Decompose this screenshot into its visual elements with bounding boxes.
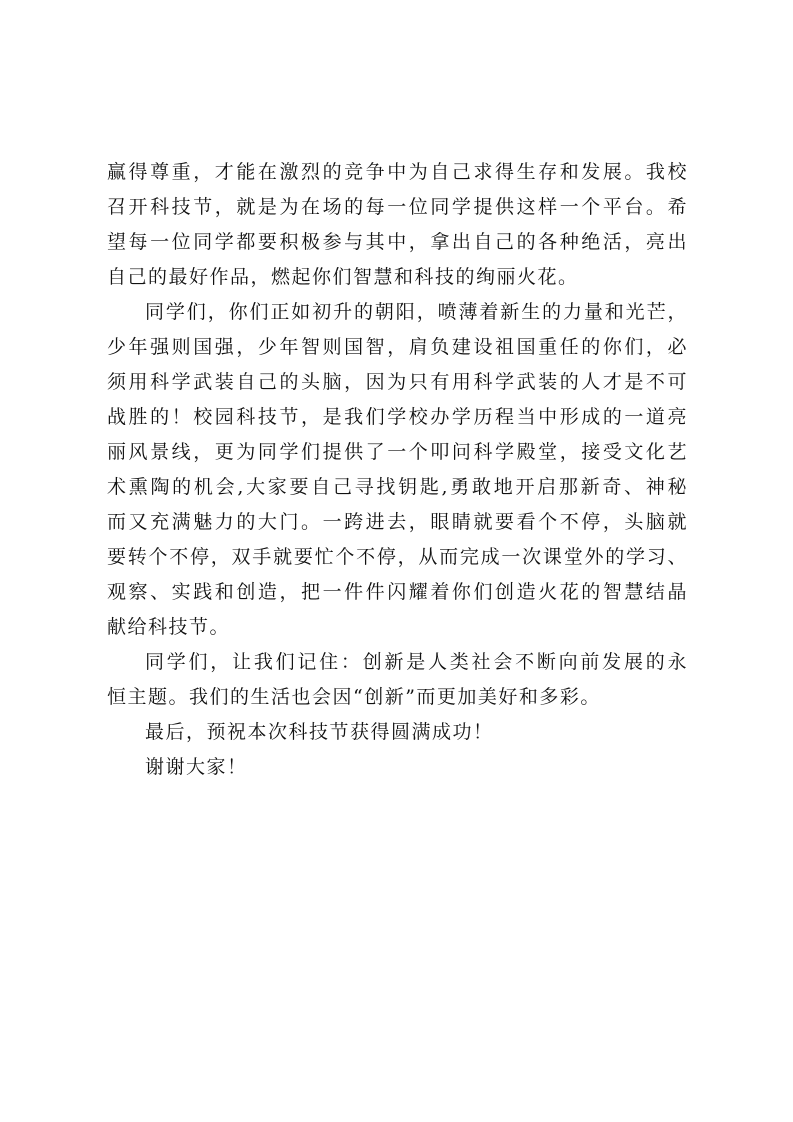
paragraph-2-line-3: 须用科学武装自己的头脑，因为只有用科学武装的人才是不可: [107, 371, 687, 393]
paragraph-3-line-2: 恒主题。我们的生活也会因“创新”而更加美好和多彩。: [107, 686, 601, 708]
paragraph-2-line-6: 术熏陶的机会,大家要自己寻找钥匙,勇敢地开启那新奇、神秘: [107, 476, 687, 498]
paragraph-2-line-8: 要转个不停，双手就要忙个不停，从而完成一次课堂外的学习、: [107, 546, 687, 568]
paragraph-2-line-2: 少年强则国强，少年智则国智，肩负建设祖国重任的你们，必: [107, 336, 687, 358]
paragraph-2-line-5: 丽风景线，更为同学们提供了一个叩问科学殿堂，接受文化艺: [107, 441, 687, 463]
paragraph-1-line-4: 自己的最好作品，燃起你们智慧和科技的绚丽火花。: [107, 266, 579, 288]
paragraph-3-line-1: 同学们，让我们记住：创新是人类社会不断向前发展的永: [145, 651, 687, 673]
paragraph-1-line-1: 赢得尊重，才能在激烈的竞争中为自己求得生存和发展。我校: [107, 161, 687, 183]
paragraph-2-line-10: 献给科技节。: [107, 616, 231, 638]
paragraph-2-line-7: 而又充满魅力的大门。一跨进去，眼睛就要看个不停，头脑就: [107, 511, 687, 533]
paragraph-2-line-4: 战胜的！校园科技节，是我们学校办学历程当中形成的一道亮: [107, 406, 687, 428]
paragraph-2-line-9: 观察、实践和创造，把一件件闪耀着你们创造火花的智慧结晶: [107, 581, 687, 603]
paragraph-1-line-2: 召开科技节，就是为在场的每一位同学提供这样一个平台。希: [107, 196, 687, 218]
paragraph-4-line-1: 最后，预祝本次科技节获得圆满成功！: [145, 721, 494, 743]
paragraph-5-line-1: 谢谢大家！: [145, 756, 248, 778]
paragraph-2-line-1: 同学们，你们正如初升的朝阳，喷薄着新生的力量和光芒，: [145, 301, 687, 323]
paragraph-1-line-3: 望每一位同学都要积极参与其中，拿出自己的各种绝活，亮出: [107, 231, 687, 253]
